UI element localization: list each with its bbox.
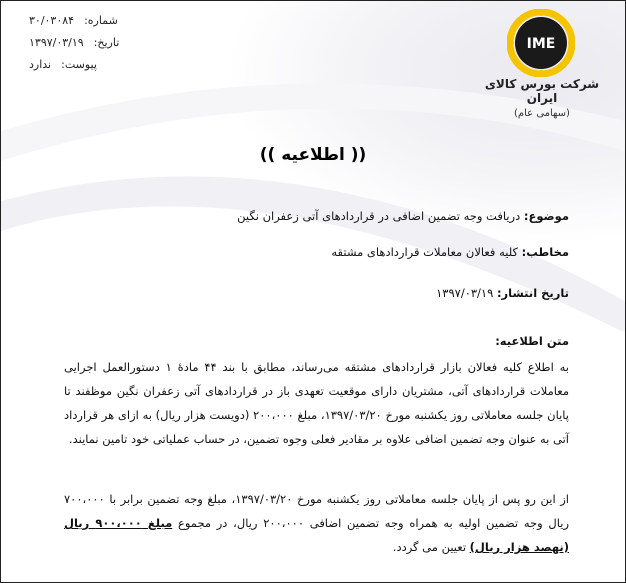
logo-text: IME bbox=[526, 36, 556, 52]
subject-label: موضوع: bbox=[523, 209, 569, 223]
company-block bbox=[477, 77, 607, 119]
company-type: (سهامی عام) bbox=[514, 108, 570, 119]
company-name: شرکت بورس کالای ایران bbox=[484, 77, 600, 105]
number-value: ۳۰/۰۳۰۸۴ bbox=[29, 13, 75, 27]
subject-value: دریافت وجه تضمین اضافی در قراردادهای آتی زعفران نگین bbox=[237, 209, 521, 223]
paragraph2-text: از این رو پس از پایان جلسه معاملاتی روز یکشنبه مورخ ۱۳۹۷/۰۳/۲۰، مبلغ وجه تضمین برابر با ۷۰۰،۰۰۰ ریال وجه تضمین اولیه به همراه وجه تضمین اضافی ۲۰۰،۰۰۰ ریال، در مجموع bbox=[64, 492, 570, 530]
date-label: تاریخ: bbox=[93, 35, 120, 49]
body-heading: متن اطلاعیه: bbox=[495, 334, 569, 348]
subject-field bbox=[237, 209, 569, 223]
notice-title: (( اطلاعیه )) bbox=[259, 145, 367, 165]
publish-date-field bbox=[436, 286, 569, 300]
body-paragraph-2 bbox=[64, 487, 569, 559]
publish-date-value: ۱۳۹۷/۰۳/۱۹ bbox=[436, 286, 494, 300]
letter-meta bbox=[29, 9, 151, 75]
ime-logo bbox=[507, 9, 575, 77]
total-amount-emphasis: مبلغ ۹۰۰،۰۰۰ ریال (نهصد هزار ریال) bbox=[64, 516, 569, 554]
addressee-label: مخاطب: bbox=[521, 245, 569, 259]
body-paragraph-1: به اطلاع کلیه فعالان بازار قراردادهای مشتقه می‌رساند، مطابق با بند ۴۴ مادهٔ ۱ دستورالعمل اجرایی معاملات قراردادهای آتی، مشتریان دارای موقعیت تعهدی باز در قراردادهای آتی زعفران نگین موظفند تا پایان جلسه معاملاتی روز یکشنبه مورخ ۱۳۹۷/۰۳/۲۰، مبلغ ۲۰۰،۰۰۰ (دویست هزار ریال) به ازای هر قرارداد آتی به عنوان وجه تضمین اضافی علاوه بر مقادیر فعلی وجوه تضمین، در حساب عملیاتی خود تامین نمایند. bbox=[64, 360, 569, 446]
date-row bbox=[29, 31, 151, 53]
number-row bbox=[29, 9, 151, 31]
paragraph2-ending: تعیین می گردد. bbox=[392, 540, 470, 554]
number-label: شماره: bbox=[84, 13, 118, 27]
attachment-row bbox=[29, 53, 151, 75]
publish-date-label: تاریخ انتشار: bbox=[496, 286, 569, 300]
addressee-field bbox=[331, 245, 569, 259]
addressee-value: کلیه فعالان معاملات قراردادهای مشتقه bbox=[331, 245, 518, 259]
attachment-label: پیوست: bbox=[61, 57, 97, 71]
attachment-value: ندارد bbox=[29, 57, 52, 71]
date-value: ۱۳۹۷/۰۳/۱۹ bbox=[29, 35, 84, 49]
